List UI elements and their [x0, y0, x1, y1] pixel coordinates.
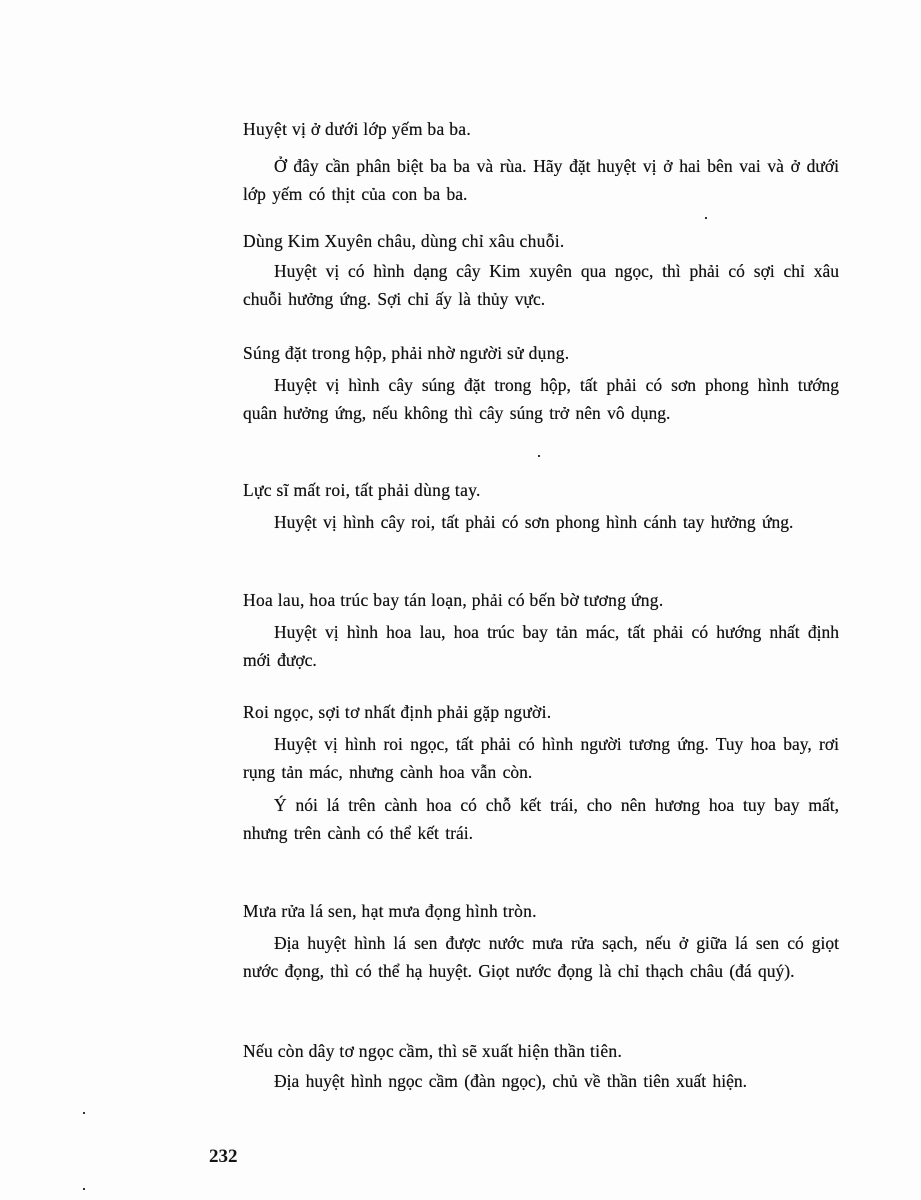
paragraph: Huyệt vị có hình dạng cây Kim xuyên qua ngọc, thì phải có sợi chỉ xâu chuỗi hưởng ứng. Sợi chỉ ấy là thủy vực. [243, 260, 839, 309]
section-3 [243, 340, 839, 427]
section-2 [243, 228, 839, 313]
paragraph: Huyệt vị hình cây roi, tất phải có sơn phong hình cánh tay hưởng ứng. [274, 511, 794, 532]
scan-speck [83, 1112, 85, 1114]
section-5 [243, 587, 839, 674]
section-heading: Hoa lau, hoa trúc bay tán loạn, phải có bến bờ tương ứng. [243, 590, 664, 610]
paragraph: Ở đây cần phân biệt ba ba và rùa. Hãy đặt huyệt vị ở hai bên vai và ở dưới lớp yếm có thịt của con ba ba. [243, 155, 839, 204]
section-6 [243, 699, 839, 848]
section-heading: Huyệt vị ở dưới lớp yếm ba ba. [243, 119, 472, 139]
section-heading: Súng đặt trong hộp, phải nhờ người sử dụng. [243, 343, 570, 363]
section-heading: Mưa rửa lá sen, hạt mưa đọng hình tròn. [243, 901, 537, 921]
paragraph: Địa huyệt hình lá sen được nước mưa rửa sạch, nếu ở giữa lá sen có giọt nước đọng, thì có thể hạ huyệt. Giọt nước đọng là chỉ thạch châu (đá quý). [243, 932, 839, 981]
paragraph: Huyệt vị hình roi ngọc, tất phải có hình người tương ứng. Tuy hoa bay, rơi rụng tản mác, nhưng cành hoa vẫn còn. [243, 733, 839, 782]
section-heading: Roi ngọc, sợi tơ nhất định phải gặp người. [243, 702, 552, 722]
scan-speck [705, 217, 707, 219]
section-heading: Dùng Kim Xuyên châu, dùng chỉ xâu chuỗi. [243, 231, 565, 251]
paragraph: Địa huyệt hình ngọc cầm (đàn ngọc), chủ về thần tiên xuất hiện. [274, 1070, 748, 1091]
section-8 [243, 1038, 839, 1096]
paragraph: Huyệt vị hình cây súng đặt trong hộp, tất phải có sơn phong hình tướng quân hưởng ứng, nếu không thì cây súng trở nên vô dụng. [243, 374, 839, 423]
paragraph: Huyệt vị hình hoa lau, hoa trúc bay tản mác, tất phải có hướng nhất định mới được. [243, 621, 839, 670]
section-heading: Lực sĩ mất roi, tất phải dùng tay. [243, 480, 481, 500]
section-1 [243, 116, 839, 208]
section-heading: Nếu còn dây tơ ngọc cầm, thì sẽ xuất hiện thần tiên. [243, 1041, 623, 1061]
section-4 [243, 477, 839, 537]
page-number: 232 [209, 1146, 238, 1167]
paragraph: Ý nói lá trên cành hoa có chỗ kết trái, cho nên hương hoa tuy bay mất, nhưng trên cành có thể kết trái. [243, 795, 839, 844]
section-7 [243, 898, 839, 985]
scan-speck [83, 1188, 85, 1190]
scan-speck [538, 455, 540, 457]
